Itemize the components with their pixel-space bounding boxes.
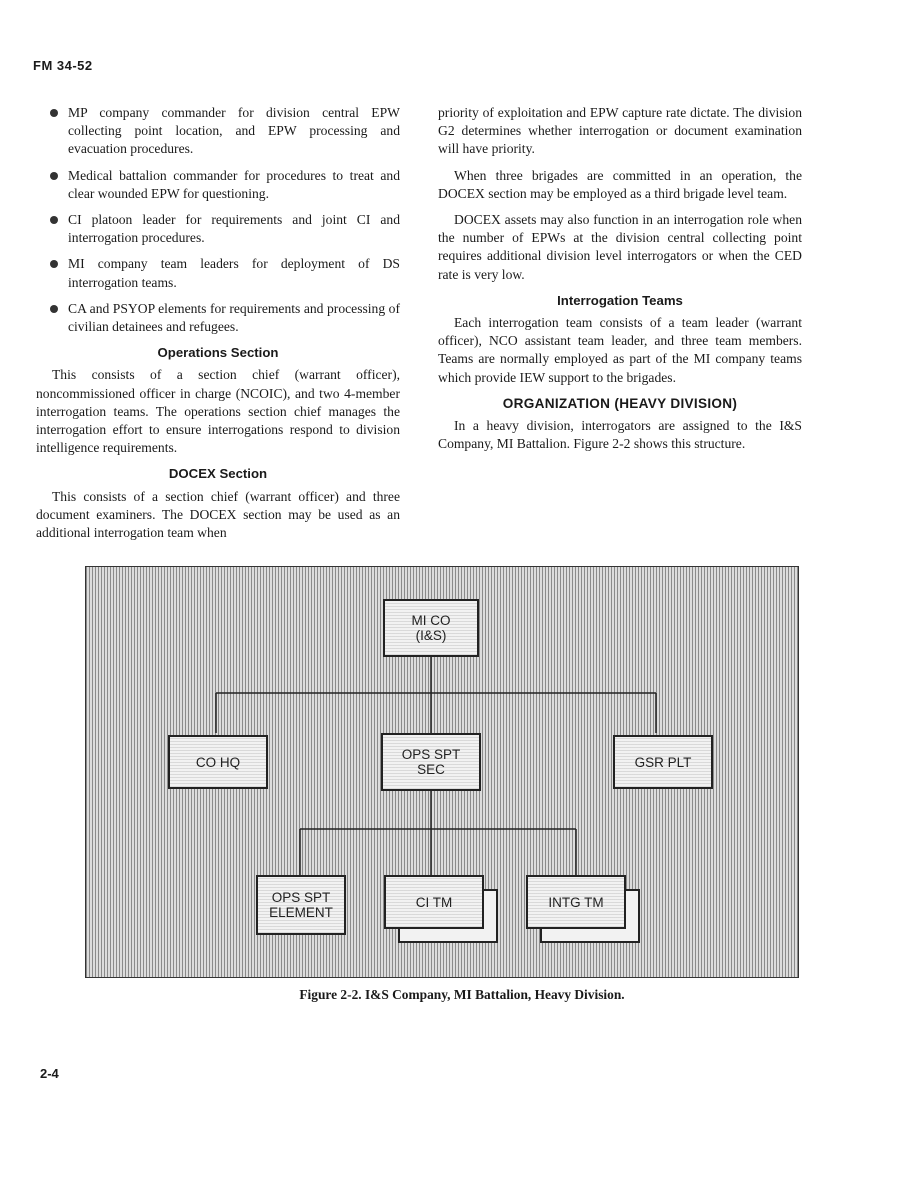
figure-caption: Figure 2-2. I&S Company, MI Battalion, Heavy Division. (299, 987, 625, 1002)
mi-co-box: MI CO (I&S) (383, 599, 479, 657)
docex-section-title: DOCEX Section (168, 466, 268, 482)
bullet-icon (50, 109, 58, 117)
org-chart-figure (85, 566, 799, 978)
document-id: FM 34-52 (33, 58, 93, 73)
co-hq-box: CO HQ (168, 735, 268, 789)
organization-text: In a heavy division, interrogators are assigned to the I&S Company, MI Battalion. Figure 2-2 shows this structure. (438, 418, 802, 452)
three-brigades-paragraph: When three brigades are committed in an operation, the DOCEX section may be employed as a third brigade level team. (438, 167, 802, 201)
interrogation-teams-title: Interrogation Teams (557, 292, 683, 308)
ops-spt-sec-box: OPS SPT SEC (381, 733, 481, 791)
bullet-icon (50, 305, 58, 313)
bullet-icon (50, 216, 58, 224)
bullet-icon (50, 172, 58, 180)
docex-assets-paragraph: DOCEX assets may also function in an interrogation role when the number of EPWs at the division central collecting point requires additional division level interrogators or when the CED rate is very low. (438, 212, 802, 282)
operations-section-text: This consists of a section chief (warrant officer), noncommissioned officer in charge (NCOIC), and two 4-member interrogation teams. The operations section chief manages the interrogation effort to ensure interrogations respond to division intelligence requirements. (36, 367, 400, 456)
docex-section-text: This consists of a section chief (warrant officer) and three document examiners. The DOCEX section may be used as an additional interrogation team when (36, 488, 400, 541)
bullet-icon (50, 260, 58, 268)
left-column (36, 104, 400, 550)
list-item: MP company commander for division central EPW collecting point location, and EPW processing and evacuation procedures. (36, 104, 400, 159)
intg-tm-box: INTG TM (526, 875, 626, 929)
interrogation-teams-text: Each interrogation team consists of a team leader (warrant officer), NCO assistant team leader, and three team members. Teams are normally employed as part of the MI company teams which provide IEW support to the brigades. (438, 315, 802, 385)
gsr-plt-box: GSR PLT (613, 735, 713, 789)
ops-spt-element-box: OPS SPT ELEMENT (256, 875, 346, 935)
continued-paragraph: priority of exploitation and EPW capture rate dictate. The division G2 determines whether interrogation or document examination will have priority. (438, 105, 802, 157)
list-item: Medical battalion commander for procedures to treat and clear wounded EPW for questioning. (36, 167, 400, 203)
page-number: 2-4 (40, 1066, 59, 1081)
ci-tm-box: CI TM (384, 875, 484, 929)
list-item: MI company team leaders for deployment of DS interrogation teams. (36, 255, 400, 291)
list-item: CA and PSYOP elements for requirements and processing of civilian detainees and refugees. (36, 300, 400, 336)
operations-section-title: Operations Section (157, 345, 279, 361)
organization-heading: ORGANIZATION (HEAVY DIVISION) (502, 395, 738, 411)
list-item: CI platoon leader for requirements and joint CI and interrogation procedures. (36, 211, 400, 247)
right-column (438, 104, 802, 461)
